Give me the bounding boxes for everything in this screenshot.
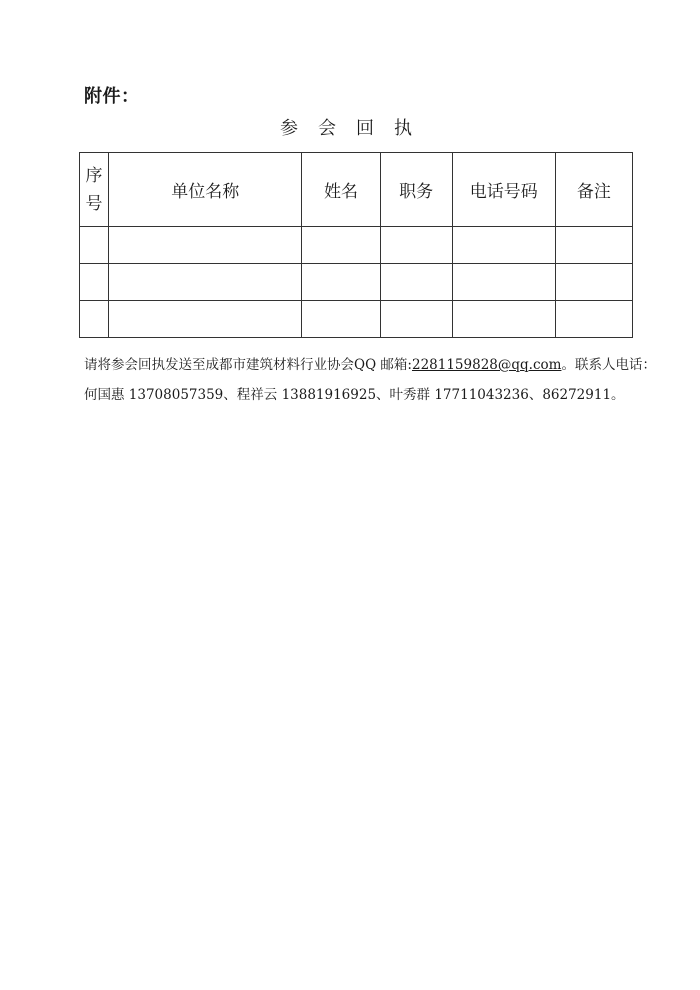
contact-note bbox=[84, 350, 656, 410]
table-row bbox=[80, 227, 633, 264]
cell-phone bbox=[452, 227, 555, 264]
receipt-table bbox=[79, 152, 633, 338]
cell-note bbox=[555, 227, 632, 264]
header-unit: 单位名称 bbox=[109, 153, 302, 227]
header-note: 备注 bbox=[555, 153, 632, 227]
contact-note-line1 bbox=[84, 350, 656, 380]
header-name: 姓名 bbox=[302, 153, 380, 227]
header-seq bbox=[80, 153, 109, 227]
attachment-label: 附件： bbox=[84, 86, 140, 107]
cell-note bbox=[555, 264, 632, 301]
cell-name bbox=[302, 264, 380, 301]
contact-note-line2: 何国惠 13708057359、程祥云 13881916925、叶秀群 17711043236、86272911。 bbox=[84, 387, 625, 403]
note-suffix: 。联系人电话： bbox=[561, 357, 656, 373]
cell-phone bbox=[452, 264, 555, 301]
header-seq-line2: 号 bbox=[85, 193, 103, 214]
cell-seq bbox=[80, 301, 109, 338]
email-link[interactable]: 2281159828@qq.com bbox=[411, 357, 562, 373]
cell-position bbox=[380, 264, 452, 301]
table-header-row bbox=[80, 153, 633, 227]
cell-name bbox=[302, 227, 380, 264]
note-prefix: 请将参会回执发送至成都市建筑材料行业协会QQ 邮箱: bbox=[84, 357, 412, 373]
page-title: 参会回执 bbox=[280, 118, 432, 139]
cell-phone bbox=[452, 301, 555, 338]
header-position: 职务 bbox=[380, 153, 452, 227]
cell-seq bbox=[80, 227, 109, 264]
cell-unit bbox=[109, 264, 302, 301]
table-row bbox=[80, 264, 633, 301]
cell-note bbox=[555, 301, 632, 338]
cell-position bbox=[380, 301, 452, 338]
cell-unit bbox=[109, 301, 302, 338]
cell-name bbox=[302, 301, 380, 338]
header-phone: 电话号码 bbox=[452, 153, 555, 227]
table-row bbox=[80, 301, 633, 338]
cell-unit bbox=[109, 227, 302, 264]
cell-position bbox=[380, 227, 452, 264]
header-seq-line1: 序 bbox=[85, 165, 103, 186]
cell-seq bbox=[80, 264, 109, 301]
